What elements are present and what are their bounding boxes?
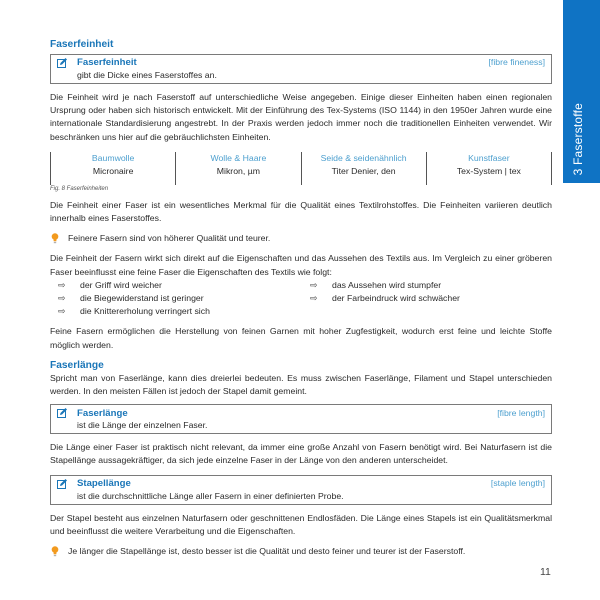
definition-description: gibt die Dicke eines Faserstoffes an. xyxy=(77,70,217,80)
list-item xyxy=(50,305,302,318)
arrow-right-icon: ⇨ xyxy=(310,293,318,304)
paragraph: Die Feinheit wird je nach Faserstoff auf unterschiedliche Weise angegeben. Einige dieser Einheiten haben einen regionalen Ursprung oder haben sich historisch entwickelt. Mit der Einführung des Tex-Systems (ISO 1144) in den 1950er Jahren wurde eine internationale Standardisierung angestrebt. In der Praxis werden jedoch immer noch die traditionellen Einheiten verwendet. Wir beschränken uns hier auf die gebräuchlichsten Einheiten. xyxy=(50,92,552,142)
definition-description: ist die Länge der einzelnen Faser. xyxy=(77,420,208,431)
definition-box-stapellaenge xyxy=(50,475,552,505)
definition-english: [fibre length] xyxy=(497,407,545,418)
units-cell xyxy=(427,152,552,185)
fiber-category: Kunstfaser xyxy=(468,152,510,163)
lightbulb-icon xyxy=(51,546,59,557)
arrow-right-icon: ⇨ xyxy=(58,306,66,317)
list-item xyxy=(302,279,552,292)
section-heading-faserlaenge: Faserlänge xyxy=(50,359,104,371)
fiber-unit: Micronaire xyxy=(92,166,134,177)
fiber-unit: Titer Denier, den xyxy=(331,166,396,177)
fiber-unit: Tex-System | tex xyxy=(456,166,521,177)
paragraph: Die Länge einer Faser ist praktisch nicht relevant, da immer eine große Anzahl von Fasern benötigt wird. Bei Naturfasern ist die Stapellänge aussagekräftiger, da sich jede einzelne Faser in der Länge von den anderen unterscheidet. xyxy=(50,442,552,466)
definition-description: ist die durchschnittliche Länge aller Fasern in einer definierten Probe. xyxy=(77,490,344,501)
edit-icon xyxy=(57,408,67,418)
tip xyxy=(50,545,552,558)
page-number: 11 xyxy=(540,566,551,578)
list-item-text: die Knittererholung verringert sich xyxy=(80,306,210,317)
figure-caption: Fig. 8 Faserfeinheiten xyxy=(50,185,109,192)
page-content xyxy=(50,38,552,558)
paragraph: Die Feinheit einer Faser ist ein wesentliches Merkmal für die Qualität eines Textilrohstoffes. Die Feinheiten variieren deutlich innerhalb eines Faserstoffes. xyxy=(50,199,552,224)
paragraph: Die Feinheit der Fasern wirkt sich direkt auf die Eigenschaften und das Aussehen des Textils aus. Im Vergleich zu einer gröberen Faser beeinflusst eine feine Faser die Eigenschaften des Textils wie folgt: xyxy=(50,253,552,277)
fiber-category: Baumwolle xyxy=(91,152,135,163)
list-item-text: die Biegewiderstand ist geringer xyxy=(80,293,204,304)
lightbulb-icon xyxy=(51,233,59,244)
edit-icon xyxy=(57,58,67,68)
fiber-unit: Mikron, µm xyxy=(216,166,260,177)
definition-term: Faserfeinheit xyxy=(77,57,137,69)
tip-text: Feinere Fasern sind von höherer Qualität und teurer. xyxy=(68,233,271,244)
units-cell xyxy=(176,152,301,185)
definition-box-faserlaenge xyxy=(50,404,552,434)
list-item xyxy=(50,292,302,305)
tip-text: Je länger die Stapellänge ist, desto besser ist die Qualität und desto feiner und teurer ist der Faserstoff. xyxy=(68,546,466,557)
list-item xyxy=(302,292,552,305)
list-item xyxy=(50,279,302,292)
definition-term: Stapellänge xyxy=(77,478,131,490)
units-cell xyxy=(51,152,176,185)
list-item-text: der Farbeindruck wird schwächer xyxy=(332,293,460,304)
section-heading-faserfeinheit: Faserfeinheit xyxy=(50,39,114,50)
tip xyxy=(50,232,552,245)
chapter-label: 3 Faserstoffe xyxy=(571,102,585,175)
arrow-right-icon: ⇨ xyxy=(310,279,318,290)
paragraph: Feine Fasern ermöglichen die Herstellung von feinen Garnen mit hoher Zugfestigkeit, wodurch erst feine und leichte Stoffe möglich werden. xyxy=(50,326,552,350)
list-item-text: das Aussehen wird stumpfer xyxy=(332,279,442,290)
arrow-right-icon: ⇨ xyxy=(58,279,66,290)
definition-term: Faserlänge xyxy=(77,407,128,419)
fiber-category: Wolle & Haare xyxy=(210,152,267,163)
definition-english: [staple length] xyxy=(490,478,545,489)
definition-english: [fibre fineness] xyxy=(488,57,545,68)
edit-icon xyxy=(57,479,67,489)
paragraph: Spricht man von Faserlänge, kann dies dreierlei bedeuten. Es muss zwischen Faserlänge, Filament und Stapel unterschieden werden. In den meisten Fällen ist jedoch der Stapel damit gemeint. xyxy=(50,372,552,397)
chapter-side-tab xyxy=(563,0,600,183)
arrow-right-icon: ⇨ xyxy=(58,293,66,304)
effects-list xyxy=(50,279,552,319)
list-item-text: der Griff wird weicher xyxy=(80,279,162,290)
fiber-category: Seide & seidenähnlich xyxy=(320,152,407,163)
paragraph: Der Stapel besteht aus einzelnen Naturfasern oder geschnittenen Endlosfäden. Die Länge eines Stapels ist ein Qualitätsmerkmal und beeinflusst die weitere Verarbeitung und die Eigenschaften. xyxy=(50,512,552,536)
definition-box-faserfeinheit xyxy=(50,54,552,84)
units-table xyxy=(50,152,552,185)
units-cell xyxy=(302,152,427,185)
